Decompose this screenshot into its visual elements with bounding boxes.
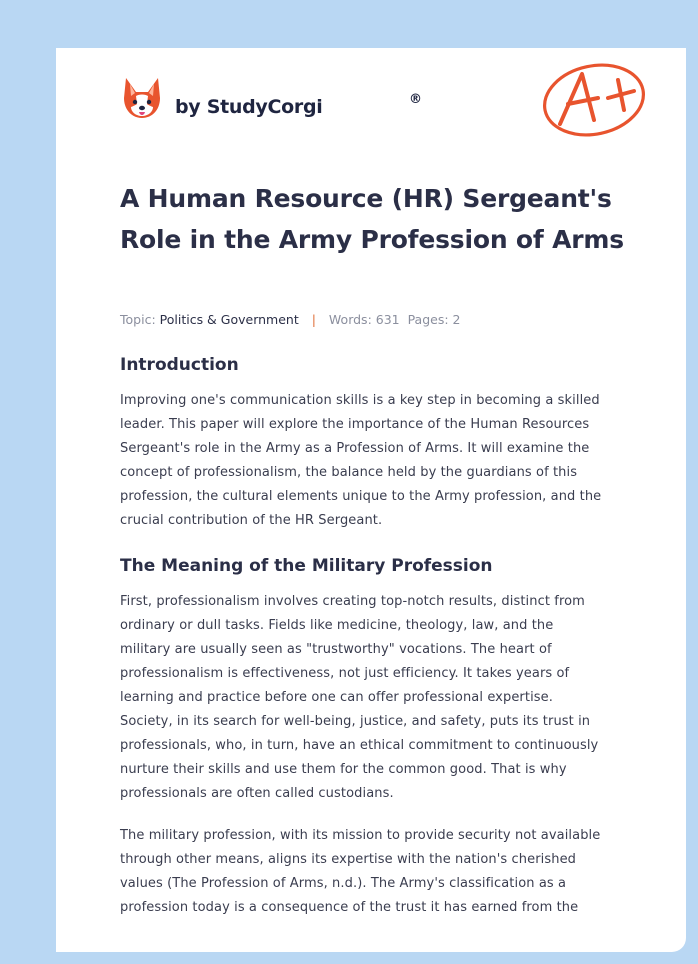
- text-line: First, professionalism involves creating top-notch results, distinct from: [120, 594, 585, 609]
- text-line: values (The Profession of Arms, n.d.). The Army's classification as a: [120, 876, 567, 891]
- corgi-icon: [122, 76, 162, 122]
- meta-separator: |: [311, 312, 316, 327]
- text-line: Improving one's communication skills is a key step in becoming a skilled: [120, 393, 600, 408]
- text-line: ordinary or dull tasks. Fields like medicine, theology, law, and the: [120, 618, 554, 633]
- text-line: professionals, who, in turn, have an ethical commitment to continuously: [120, 738, 599, 753]
- text-line: military are usually seen as "trustworthy" vocations. The heart of: [120, 642, 552, 657]
- text-line: concept of professionalism, the balance held by the guardians of this: [120, 465, 578, 480]
- topic-label: Topic:: [120, 312, 156, 327]
- text-line: profession today is a consequence of the trust it has earned from the: [120, 900, 579, 915]
- page-count: Pages: 2: [407, 312, 461, 327]
- text-line: professionalism is effectiveness, not just efficiency. It takes years of: [120, 666, 570, 681]
- text-line: The military profession, with its mission to provide security not available: [120, 828, 601, 843]
- text-line: profession, the cultural elements unique to the Army profession, and the: [120, 489, 602, 504]
- section-heading: The Meaning of the Military Profession: [120, 556, 493, 576]
- text-line: professionals are often called custodians.: [120, 786, 394, 801]
- text-line: crucial contribution of the HR Sergeant.: [120, 513, 383, 528]
- topic-link[interactable]: Politics & Government: [159, 312, 299, 327]
- text-line: Sergeant's role in the Army as a Profession of Arms. It will examine the: [120, 441, 590, 456]
- brand-name: by StudyCorgi: [175, 96, 323, 118]
- text-line: learning and practice before one can offer professional expertise.: [120, 690, 553, 705]
- text-line: nurture their skills and use them for the common good. That is why: [120, 762, 567, 777]
- text-line: Society, in its search for well-being, justice, and safety, puts its trust in: [120, 714, 591, 729]
- document-title: A Human Resource (HR) Sergeant's Role in the Army Profession of Arms: [120, 184, 624, 254]
- section-heading: Introduction: [120, 355, 239, 375]
- text-line: through other means, aligns its expertise with the nation's cherished: [120, 852, 577, 867]
- document-meta: [120, 312, 460, 327]
- word-count: Words: 631: [328, 312, 400, 327]
- paragraph: [120, 824, 640, 920]
- grade-a-plus-icon: [538, 58, 650, 140]
- text-line: leader. This paper will explore the importance of the Human Resources: [120, 417, 590, 432]
- registered-mark: ®: [409, 92, 422, 107]
- paragraph: [120, 389, 640, 533]
- document-body: [120, 354, 640, 938]
- paragraph: [120, 590, 640, 806]
- document-page: [56, 48, 686, 952]
